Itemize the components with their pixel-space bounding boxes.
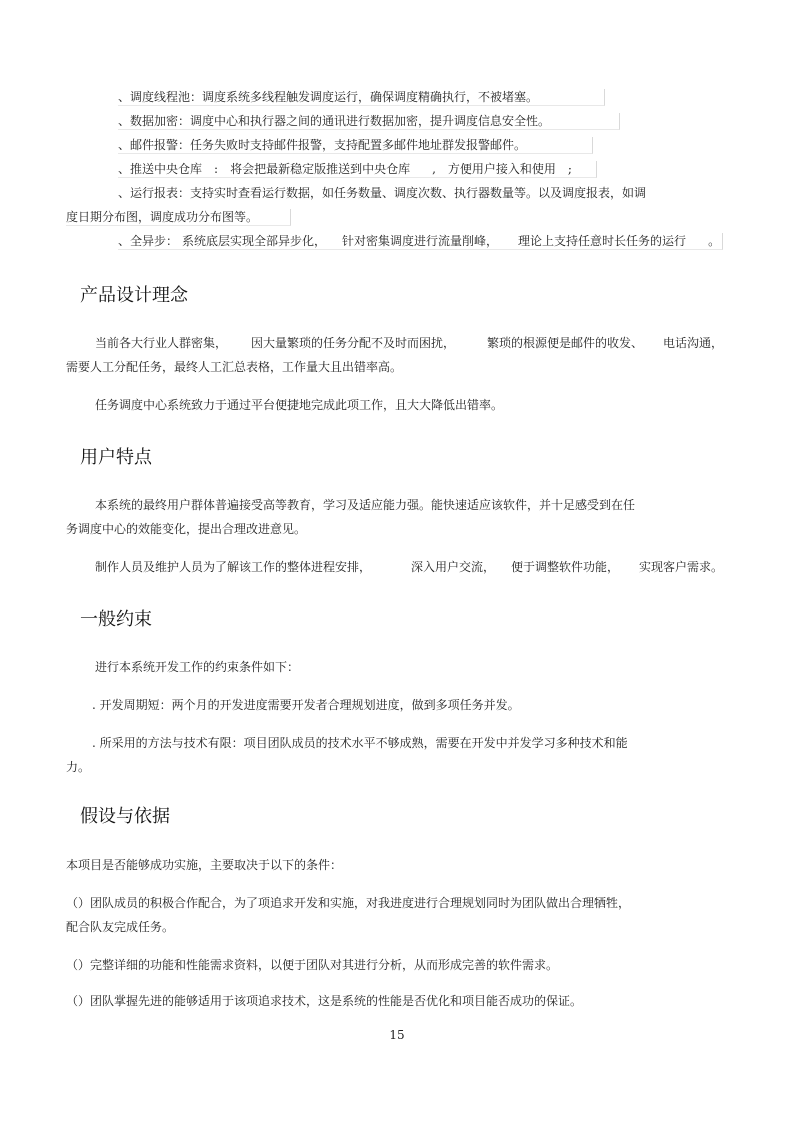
paragraph-text: 实现客户需求。: [639, 560, 724, 574]
feature-text: 理论上支持任意时长任务的运行: [518, 234, 687, 248]
feature-text: 。: [708, 234, 721, 248]
paragraph: 任务调度中心系统致力于通过平台便捷地完成此项工作，且大大降低出错率。: [95, 398, 504, 412]
feature-item: [118, 161, 597, 178]
feature-item: [118, 89, 605, 106]
paragraph-text: 制作人员及维护人员为了解该工作的整体进程安排，: [95, 560, 372, 574]
feature-text: 、数据加密：调度中心和执行器之间的通讯进行数据加密，提升调度信息安全性。: [118, 114, 551, 128]
feature-item: [118, 185, 646, 201]
section-heading-design: 产品设计理念: [80, 285, 188, 306]
feature-item: [118, 113, 620, 130]
paragraph-continued: 务调度中心的效能变化，提出合理改进意见。: [66, 522, 307, 536]
feature-item: [118, 137, 593, 154]
feature-text: 度日期分布图，调度成功分布图等。: [66, 210, 259, 224]
paragraph-text: 便于调整软件功能，: [511, 560, 620, 574]
feature-text: 、调度线程池：调度系统多线程触发调度运行，确保调度精确执行，不被堵塞。: [118, 90, 539, 104]
feature-text: 、运行报表：支持实时查看运行数据，如任务数量、调度次数、执行器数量等。以及调度报表，如调: [118, 186, 647, 200]
assumption-item: （）团队成员的积极合作配合，为了项追求开发和实施，对我进度进行合理规划同时为团队做出合理牺牲，: [66, 896, 631, 910]
paragraph-continued: 需要人工分配任务，最终人工汇总表格，工作量大且出错率高。: [66, 360, 403, 374]
constraint-item: . 开发周期短：两个月的开发进度需要开发者合理规划进度，做到多项任务并发。: [92, 698, 520, 712]
paragraph-text: 因大量繁琐的任务分配不及时而困扰，: [251, 336, 456, 350]
page-number: 15: [389, 1028, 405, 1042]
assumption-item-continued: 配合队友完成任务。: [66, 920, 175, 934]
feature-text: 系统底层实现全部异步化，: [182, 234, 327, 248]
constraint-item-continued: 力。: [66, 760, 91, 774]
feature-text: ;: [567, 162, 572, 176]
feature-text: :: [214, 162, 219, 176]
feature-text: 、邮件报警：任务失败时支持邮件报警，支持配置多邮件地址群发报警邮件。: [118, 138, 527, 152]
paragraph: 本项目是否能够成功实施，主要取决于以下的条件：: [66, 858, 343, 872]
paragraph-text: 当前各大行业人群密集，: [95, 336, 228, 350]
paragraph-text: 电话沟通，: [663, 336, 724, 350]
section-heading-users: 用户特点: [80, 447, 152, 468]
feature-item: [118, 233, 723, 250]
feature-text: 方便用户接入和使用: [447, 162, 556, 176]
assumption-item: （）团队掌握先进的能够适用于该项追求技术，这是系统的性能是否优化和项目能否成功的保证。: [66, 994, 583, 1008]
section-heading-assumptions: 假设与依据: [80, 806, 170, 827]
feature-text: 、推送中央仓库: [118, 162, 203, 176]
section-heading-constraints: 一般约束: [80, 609, 152, 630]
paragraph-text: 繁琐的根源便是邮件的收发、: [487, 336, 644, 350]
paragraph: 进行本系统开发工作的约束条件如下：: [95, 660, 300, 674]
feature-text: 针对密集调度进行流量削峰，: [342, 234, 499, 248]
paragraph-text: 深入用户交流，: [411, 560, 496, 574]
paragraph: [95, 559, 723, 575]
feature-text: 将会把最新稳定版推送到中央仓库: [230, 162, 411, 176]
feature-item-continued: [66, 209, 291, 226]
paragraph: [95, 335, 723, 351]
constraint-item: . 所采用的方法与技术有限：项目团队成员的技术水平不够成熟，需要在开发中并发学习多种技术和能: [92, 736, 628, 750]
paragraph: 本系统的最终用户群体普遍接受高等教育，学习及适应能力强。能快速适应该软件，并十足感受到在任: [95, 498, 636, 512]
assumption-item: （）完整详细的功能和性能需求资料，以便于团队对其进行分析，从而形成完善的软件需求。: [66, 958, 559, 972]
feature-text: ,: [432, 162, 436, 176]
feature-text: 、全异步：: [118, 234, 179, 248]
